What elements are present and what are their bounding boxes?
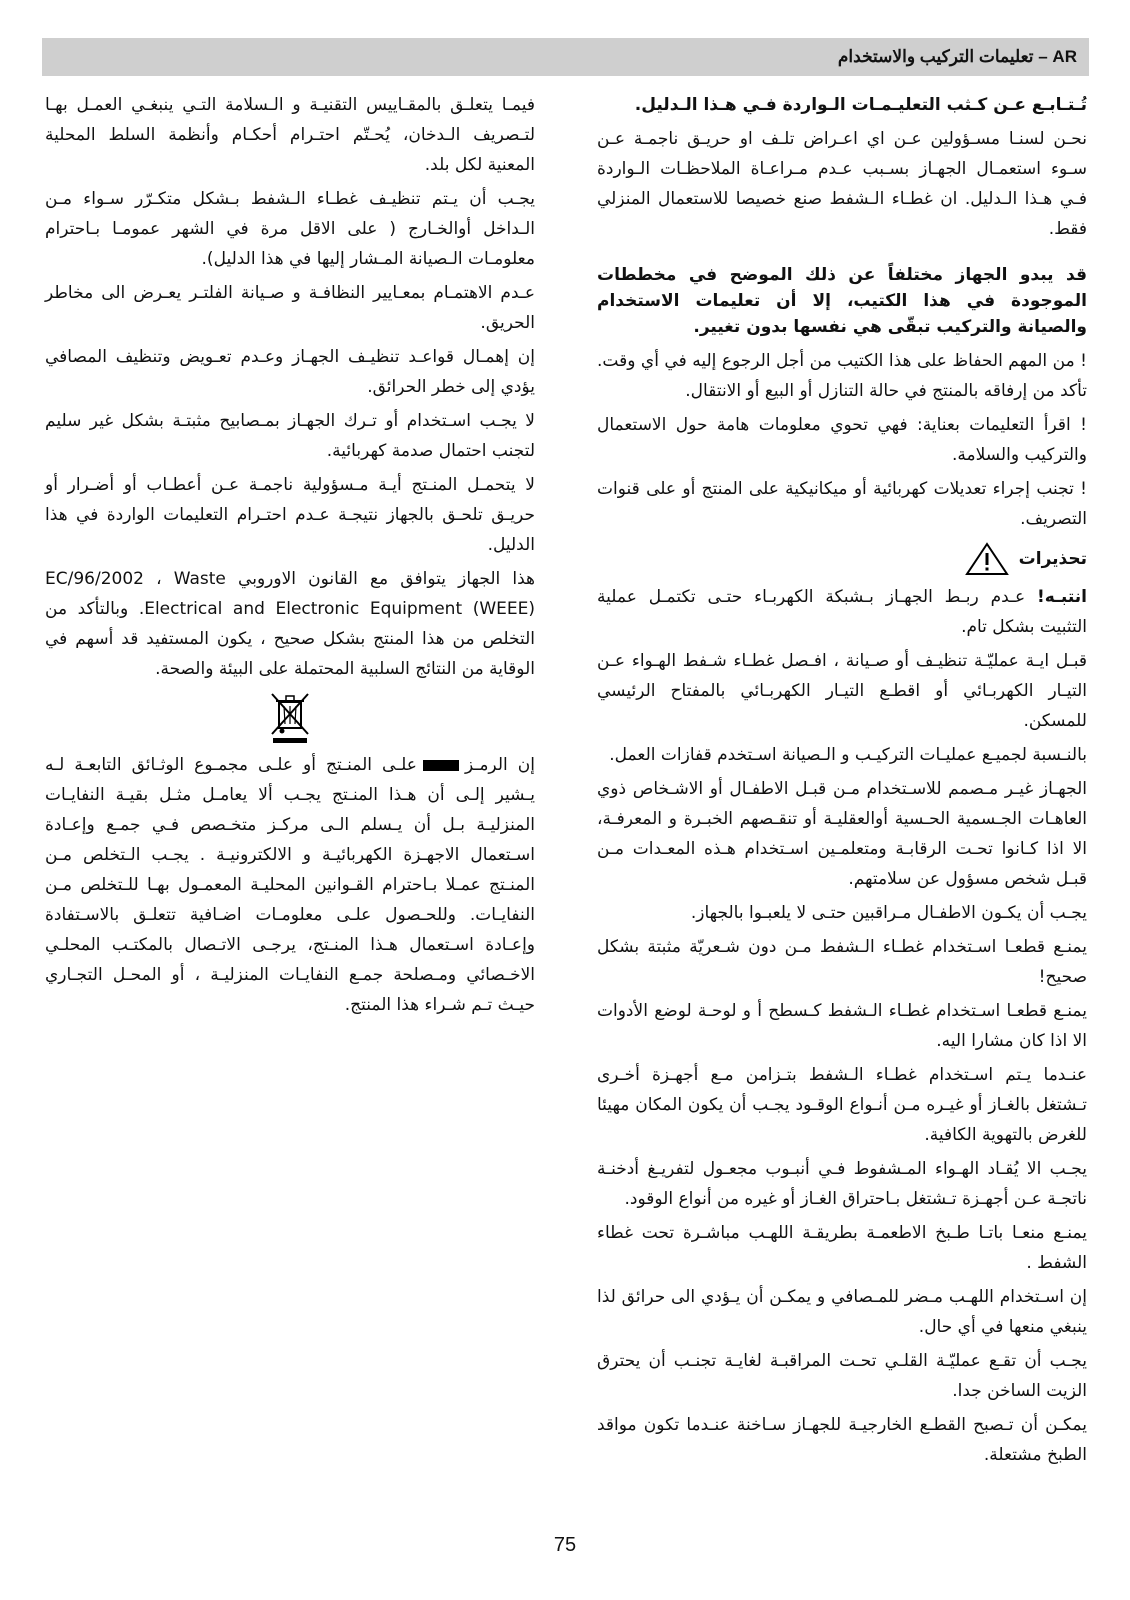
warning-item: يمكـن أن تـصبح القطـع الخارجيـة للجهـاز سـاخنة عنـدما تكون مواقد الطبخ مشتعلة. bbox=[597, 1415, 1087, 1465]
note-item: ! اقرأ التعليمات بعناية: فهي تحوي معلومات هامة حول الاستعمال والتركيب والسلامة. bbox=[597, 415, 1087, 465]
paragraph: لا يجـب اسـتخدام أو تـرك الجهـاز بمـصابيح مثبتـة بشكل غير سليم لتجنب احتمال صدمة كهربائية. bbox=[45, 411, 535, 461]
warnings-title: تحذيرات bbox=[1018, 549, 1087, 569]
warning-item: بالنـسبة لجميـع عمليـات التركيـب و الـصيانة اسـتخدم قفازات العمل. bbox=[609, 745, 1087, 765]
warning-item: يمنـع قطعـا اسـتخدام غطـاء الـشفط كـسطح أ و لوحـة لوضع الأدوات الا اذا كان مشارا اليه. bbox=[597, 1001, 1087, 1051]
black-bar-symbol bbox=[423, 760, 459, 771]
paragraph: إن إهمـال قواعـد تنظيـف الجهـاز وعـدم تعـويض وتنظيف المصافي يؤدي إلى خطر الحرائق. bbox=[45, 347, 535, 397]
paragraph: فيمـا يتعلـق بالمقـاييس التقنيـة و الـسلامة التـي ينبغـي العمـل بهـا لتـصريف الـدخان، يُحـتّم احتـرام أحكـام وأنظمة السلط المحلية المعنية لكل بلد. bbox=[45, 95, 535, 175]
warning-first-text: عـدم ربـط الجهـاز بـشبكة الكهربـاء حتـى تكتمـل عملية التثبيت بشكل تام. bbox=[597, 587, 1087, 637]
crossed-bin-icon bbox=[269, 692, 311, 744]
paragraph: يجـب أن يـتم تنظيـف غطـاء الـشفط بـشكل متكـرّر سـواء مـن الـداخل أوالخـارج ( على الاقل مرة في الشهر عمومـا بـاحترام معلومـات الـصيانة المـشار إليها في هذا الدليل). bbox=[45, 189, 535, 269]
note-item: ! من المهم الحفاظ على هذا الكتيب من أجل الرجوع إليه في أي وقت. تأكد من إرفاقه بالمنتج في حالة التنازل أو البيع أو الانتقال. bbox=[597, 351, 1087, 401]
heading-device-may-differ: قد يبدو الجهاز مختلفاً عن ذلك الموضح في مخططات الموجودة في هذا الكتيب، إلا أن تعليمات الاستخدام والصيانة والتركيب تبقّى هي نفسها بدون تغيير. bbox=[597, 265, 1087, 337]
warning-item: يجـب أن يكـون الاطفـال مـراقبين حتـى لا يلعبـوا بالجهاز. bbox=[690, 903, 1087, 923]
symbol-text-after: علـى المنـتج أو علـى مجمـوع الوثـائق التابعـة لـه يـشير إلـى أن هـذا المنـتج يجـب ألا يعامـل مثـل بقيـة النفايـات المنزليـة بـل أن يـسلم الـى مركـز متخـصص فـي جمـع وإعـادة اسـتعمال الاجهـزة الكهربائيـة و الالكترونيـة . يجـب الـتخلص مـن المنـتج عمـلا بـاحترام القـوانين المحليـة المعمـول بهـا للـتخلص مـن النفايـات. وللحـصول علـى معلومـات اضـافية تتعلـق بالاسـتفادة وإعـادة اسـتعمال هـذا المنـتج، يرجـى الاتـصال بالمكتـب المحلـي الاخـصائي ومـصلحة جمـع النفايـات المنزليـة ، أو المحـل التجـاري حيـث تـم شـراء هذا المنتج. bbox=[45, 755, 535, 1015]
para-liability: نحـن لسنـا مسـؤولين عـن اي اعـراض تلـف او حريـق ناجمـة عـن سـوء استعمـال الجهـاز بسـبب عـدم مـراعـاة الملاحظـات الـواردة فـي هـذا الـدليل. ان غطـاء الـشفط صنع خصيصا للاستعمال المنزلي فقط. bbox=[597, 129, 1087, 239]
warning-item: قبـل ايـة عمليّـة تنظيـف أو صـيانة ، افـصل غطـاء شـفط الهـواء عـن التيـار الكهربـائي أو اقطـع التيـار الكهربـائي بالمفتاح الرئيسي للمسكن. bbox=[597, 651, 1087, 731]
page-header bbox=[42, 38, 1089, 76]
note-item: ! تجنب إجراء تعديلات كهربائية أو ميكانيكية على المنتج أو على قنوات التصريف. bbox=[597, 479, 1087, 529]
warning-item: الجهـاز غيـر مـصمم للاسـتخدام مـن قبـل الاطفـال أو الاشـخاص ذوي العاهـات الجـسمية الحـسية أوالعقليـة أو تنقـصهم الخبـرة و المعرفـة، الا اذا كـانوا تحـت الرقابـة ومتعلمـين اسـتخدام هـذه المعـدات مـن قبـل شخص مسؤول عن سلامتهم. bbox=[597, 779, 1087, 889]
page-number: 75 bbox=[553, 1534, 577, 1556]
warning-item: إن اسـتخدام اللهـب مـضر للمـصافي و يمكـن أن يـؤدي الى حرائق لذا ينبغي منعها في أي حال. bbox=[597, 1287, 1087, 1337]
symbol-text-before: إن الرمـز bbox=[464, 755, 535, 775]
warning-item: يجـب الا يُقـاد الهـواء المـشفوط فـي أنبـوب مجعـول لتفريـغ أدخنـة ناتجـة عـن أجهـزة تـشتغل بـاحتراق الغـاز أو غيره من أنواع الوقود. bbox=[597, 1159, 1087, 1209]
warning-item: يجـب أن تقـع عمليّـة القلـي تحـت المراقبـة لغايـة تجنـب أن يحترق الزيت الساخن جدا. bbox=[597, 1351, 1087, 1401]
warnings-heading bbox=[597, 542, 1087, 576]
warning-prefix: انتبـه! bbox=[1037, 587, 1087, 607]
weee-paragraph: هذا الجهاز يتوافق مع القانون الاوروبي EC/96/2002 ، Waste Electrical and Electronic Equipment (WEEE). وبالتأكد من التخلص من هذا المنتج بشكل صحيح ، يكون المستفيد قد أسهم في الوقاية من النتائج السلبية المحتملة على البيئة والصحة. bbox=[45, 569, 535, 679]
left-column bbox=[45, 90, 535, 1024]
warning-item: عنـدما يـتم اسـتخدام غطـاء الـشفط بتـزامن مـع أجهـزة أخـرى تـشتغل بالغـاز أو غيـره مـن أنـواع الوقـود يجـب أن يكون المكان مهيئا للغرض بالتهوية الكافية. bbox=[597, 1065, 1087, 1145]
header-title: تعليمات التركيب والاستخدام – AR bbox=[837, 47, 1077, 66]
symbol-paragraph bbox=[45, 750, 535, 1020]
warning-item: يمنـع قطعـا اسـتخدام غطـاء الـشفط مـن دون شـعريّة مثبتة بشكل صحيح! bbox=[597, 937, 1087, 987]
paragraph: لا يتحمـل المنـتج أيـة مـسؤولية ناجمـة عـن أعطـاب أو أضـرار أو حريـق تلحـق بالجهاز نتيجـة عـدم احتـرام التعليمات الواردة في هذا الدليل. bbox=[45, 475, 535, 555]
weee-symbol bbox=[45, 692, 535, 744]
paragraph: عـدم الاهتمـام بمعـايير النظافـة و صـيانة الفلتـر يعـرض الى مخاطر الحريق. bbox=[45, 283, 535, 333]
warning-item bbox=[597, 582, 1087, 642]
right-column bbox=[597, 90, 1087, 1474]
warning-triangle-icon bbox=[965, 542, 1009, 576]
heading-follow-instructions: تُـتـابـع عـن كـثب التعليـمـات الـواردة فـي هـذا الـدليل. bbox=[634, 95, 1087, 115]
warning-item: يمنـع منعـا باتـا طـبخ الاطعمـة بطريقـة اللهـب مباشـرة تحت غطاء الشفط . bbox=[597, 1223, 1087, 1273]
